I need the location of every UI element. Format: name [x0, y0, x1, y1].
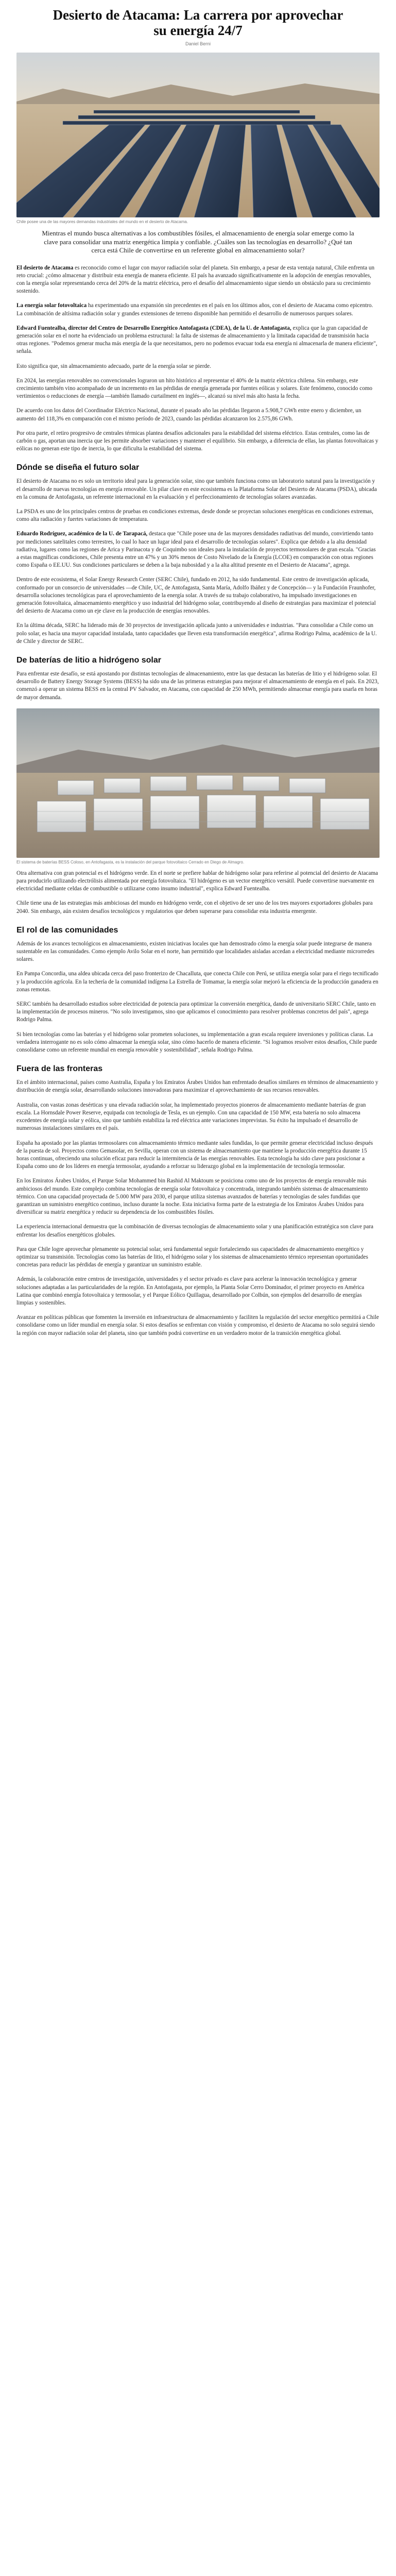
body-group-5 — [16, 940, 380, 1054]
paragraph: La PSDA es uno de los principales centros de pruebas en condiciones extremas, desde donde se proyectan soluciones energéticas en condiciones extremas, como alta radiación y fuertes variaciones de temperatura. — [16, 508, 373, 523]
article-byline: Daniel Berni — [185, 41, 211, 46]
body-group-6 — [16, 1079, 380, 1337]
paragraph: Para que Chile logre aprovechar plenamente su potencial solar, será fundamental seguir fortaleciendo sus capacidades de almacenamiento energético y optimizar su transmisión. Tecnologías como las baterías de litio, el hidrógeno solar y los sistemas de almacenamiento térmico representan oportunidades concretas para reducir las pérdidas de energía y garantizar un suministro estable. — [16, 1246, 368, 1268]
paragraph: Australia, con vastas zonas desérticas y una elevada radiación solar, ha implementado proyectos pioneros de almacenamiento mediante baterías de gran escala. La Hornsdale Power Reserve, equipada con tecnología de Tesla, es un ejemplo. Con una capacidad de 150 MW, esta batería no solo almacena excedentes de energía solar y eólica, sino que también estabiliza la red eléctrica ante variaciones imprevistas. Su éxito ha impulsado el desarrollo de numerosas instalaciones similares en el país. — [16, 1101, 366, 1132]
section-heading: El rol de las comunidades — [16, 925, 118, 935]
section-heading: De baterías de litio a hidrógeno solar — [16, 656, 161, 665]
body-group-2 — [16, 478, 380, 646]
body-group-3 — [16, 670, 380, 702]
paragraph: Además, la colaboración entre centros de investigación, universidades y el sector privado es clave para acelerar la innovación tecnológica y generar soluciones adaptadas a las particularidades de la región. En Antofagasta, por ejemplo, la Planta Solar Cerro Dominador, el primer proyecto en América Latina que combinó energía fotovoltaica y termosolar, y el Parque Eólico Quillagua, desarrollado por Colbún, son ejemplos del desarrollo de energías limpias y sostenibles. — [16, 1276, 365, 1306]
paragraph: Dentro de este ecosistema, el Solar Energy Research Center (SERC Chile), fundado en 2012, ha sido fundamental. Este centro de investigación aplicada, conformado por un consorcio de universidades —de Chile, UC, de Antofagasta, Santa María, Adolfo Ibáñez y de Concepción— y la Fundación Fraunhofer, desarrolla soluciones tecnológicas para el aprovechamiento de la energía solar. A través de su trabajo colaborativo, ha impulsado investigaciones en generación fotovoltaica, almacenamiento energético y uso industrial del hidrógeno solar, contribuyendo al diseño de estrategias para maximizar el potencial del desierto de Atacama como un eje clave en la producción de energías renovables. — [16, 577, 376, 615]
body-group-4 — [16, 870, 380, 916]
body-group-1 — [16, 264, 380, 453]
paragraph: España ha apostado por las plantas termosolares con almacenamiento térmico mediante sales fundidas, lo que permite generar electricidad incluso después de la puesta de sol. Proyectos como Gemasolar, en Sevilla, operan con un sistema de almacenamiento que mantiene la producción energética durante 15 horas continuas, ofreciendo una solución eficaz para reducir la intermitencia de las energías renovables. Esta tecnología ha sido clave para posicionar a España como uno de los líderes en energía termosolar, ayudando a reforzar su liderazgo global en la implementación de tecnología termosolar. — [16, 1140, 373, 1170]
paragraph: Para enfrentar este desafío, se está apostando por distintas tecnologías de almacenamiento, entre las que destacan las baterías de litio y el hidrógeno solar. El desarrollo de Battery Energy Storage Systems (BESS) ha sido una de las primeras estrategias para mejorar el almacenamiento de energía en el país. En 2023, comenzó a operar un sistema BESS en la central PV Salvador, en Atacama, con capacidad de 250 MWh, permitiendo almacenar energía para usarla en horas de mayor demanda. — [16, 671, 379, 701]
paragraph: Avanzar en políticas públicas que fomenten la inversión en infraestructura de almacenamiento y faciliten la regulación del sector energético permitirá a Chile consolidarse como un líder mundial en energía solar. Si estos desafíos se enfrentan con visión y compromiso, el desierto de Atacama no solo seguirá siendo la región con mayor radiación solar del planeta, sino que también podrá convertirse en un verdadero motor de la transición energética global. — [16, 1314, 379, 1336]
paragraph: En 2024, las energías renovables no convencionales lograron un hito histórico al representar el 40% de la matriz eléctrica chilena. Sin embargo, este crecimiento también vino acompañado de un incremento en las pérdidas de energía generada por fuentes eólicas y solares. Este fenómeno, conocido como vertimientos o reducciones de energía —también llamado curtailment en inglés—, alcanzó su nivel más alto hasta la fecha. — [16, 377, 372, 400]
paragraph: En la última década, SERC ha liderado más de 30 proyectos de investigación aplicada junto a universidades e industrias. "Para consolidar a Chile como un polo solar, es hacia una mayor capacidad instalada, tanto capacidades que lleven esta transformación energética", afirma Rodrigo Palma, académico de la U. de Chile y director de SERC. — [16, 622, 377, 645]
paragraph: El desierto de Atacama es reconocido como el lugar con mayor radiación solar del planeta. Sin embargo, a pesar de esta ventaja natural, Chile enfrenta un reto crucial: ¿cómo almacenar y distribuir esta energía de manera eficiente. El país ha avanzado significativamente en la adopción de energías renovables, con la energía solar representando cerca del 20% de la matriz eléctrica, pero el desafío del almacenamiento sigue siendo un obstáculo para su crecimiento sostenido. — [16, 264, 375, 295]
paragraph: Eduardo Rodríguez, académico de la U. de Tarapacá, destaca que "Chile posee una de las mayores densidades radiativas del mundo, convirtiendo tanto por mediciones satelitales como terrestres, lo cual lo hace un lugar ideal para el desarrollo de tecnologías solares". Explica que debido a la alta densidad radiativa, lugares como las regiones de Arica y Parinacota y de Coquimbo son ideales para la instalación de proyectos termosolares de gran escala. "Gracias a estas magníficas condiciones, Chile presenta entre un 47% y un 30% menos de Costo Nivelado de la Energía (LCOE) en comparación con otras regiones como España o EE.UU. Sus condiciones particulares se deben a la baja nubosidad y a la alta altitud presente en el Desierto de Atacama", agrega. — [16, 531, 376, 569]
section-heading: Dónde se diseña el futuro solar — [16, 463, 140, 472]
paragraph: Además de los avances tecnológicos en almacenamiento, existen iniciativas locales que han demostrado cómo la energía solar puede integrarse de manera sustentable en las comunidades. Como ejemplo Avilo Solar en el norte, han permitido que localidades aisladas accedan a electricidad mediante microrredes solares. — [16, 940, 375, 963]
hero-image-caption: Chile posee una de las mayores demandas industriales del mundo en el desierto de Atacama. — [16, 219, 188, 224]
article-lede: Mientras el mundo busca alternativas a los combustibles fósiles, el almacenamiento de energía solar emerge como la clave para consolidar una matriz energética limpia y confiable. ¿Cuáles son las tecnologías en desarrollo? ¿Qué tan cerca está Chile de convertirse en un referente global en almacenamiento solar? — [42, 229, 354, 254]
paragraph: La energía solar fotovoltaica ha experimentado una expansión sin precedentes en el país en los últimos años, con el desierto de Atacama como epicentro. La combinación de altísima radiación solar y grandes extensiones de terreno disponible han permitido el desarrollo de numerosos parques solares. — [16, 302, 373, 317]
paragraph: En Pampa Concordia, una aldea ubicada cerca del paso fronterizo de Chacalluta, que conecta Chile con Perú, se utiliza energía solar para el riego tecnificado y la producción agrícola. En la techería de la comunidad indígena La Estrella de Tomamar, la energía solar mejoró la eficiencia de la producción ganadera en zonas remotas. — [16, 971, 378, 993]
article-headline: Desierto de Atacama: La carrera por aprovechar su energía 24/7 — [53, 7, 343, 38]
paragraph: Otra alternativa con gran potencial es el hidrógeno verde. En el norte se prefiere hablar de hidrógeno solar para referirse al potencial del desierto de Atacama para producirlo utilizando electrólisis alimentada por energía fotovoltaica. "El hidrógeno es un vector energético versátil. Puede convertirse nuevamente en electricidad mediante celdas de combustible o utilizarse como insumo industrial", explica Edward Fuentealba. — [16, 870, 378, 892]
battery-image-caption: El sistema de baterías BESS Coloso, en Antofagasta, es la instalación del parque fotovoltaico Cerrado en Diego de Almagro. — [16, 859, 245, 865]
paragraph: Edward Fuentealba, director del Centro de Desarrollo Energético Antofagasta (CDEA), de la U. de Antofagasta, explica que la gran capacidad de generación solar en el norte ha evidenciado un problema estructural: la falta de sistemas de almacenamiento y la limitada capacidad de transmisión hacia otras regiones. "Podemos generar mucha más energía de la que necesitamos, pero no podemos evacuar toda esa energía ni almacenarla de manera eficiente", señala. — [16, 325, 377, 355]
paragraph: SERC también ha desarrollado estudios sobre electricidad de potencia para optimizar la conversión energética, dando de universitario SERC Chile, tanto en la implementación de procesos mineros. "No solo investigamos, sino que aplicamos el conocimiento para resolver problemas concretos del país", agrega Rodrigo Palma. — [16, 1001, 376, 1023]
paragraph: El desierto de Atacama no es solo un territorio ideal para la generación solar, sino que también funciona como un laboratorio natural para la investigación y el desarrollo de nuevas tecnologías en energía renovable. Un pilar clave en este ecosistema es la Plataforma Solar del Desierto de Atacama (PSDA), ubicada en la comuna de Antofagasta, un referente internacional en la evaluación y el perfeccionamiento de tecnologías solares avanzadas. — [16, 478, 377, 500]
hero-image-solar-panels — [16, 53, 380, 217]
paragraph: De acuerdo con los datos del Coordinador Eléctrico Nacional, durante el pasado año las pérdidas llegaron a 5.908,7 GWh entre enero y diciembre, un aumento del 118,3% en comparación con el mismo período de 2023, cuando las pérdidas alcanzaron los 2.575,86 GWh. — [16, 408, 361, 422]
paragraph: Por otra parte, el retiro progresivo de centrales térmicas plantea desafíos adicionales para la estabilidad del sistema eléctrico. Estas centrales, como las de carbón o gas, aportan una inercia que les permite absorber variaciones y mantener el equilibrio. Sin embargo, a diferencia de ellas, las plantas fotovoltaicas y eólicas no generan este tipo de inercia, lo que dificulta la estabilidad del sistema. — [16, 430, 378, 452]
section-heading: Fuera de las fronteras — [16, 1064, 103, 1074]
paragraph: Esto significa que, sin almacenamiento adecuado, parte de la energía solar se pierde. — [16, 363, 211, 369]
paragraph: La experiencia internacional demuestra que la combinación de diversas tecnologías de almacenamiento solar y una planificación estratégica son clave para enfrentar los desafíos energéticos globales. — [16, 1224, 374, 1238]
paragraph: En los Emiratos Árabes Unidos, el Parque Solar Mohammed bin Rashid Al Maktoum se posiciona como uno de los proyectos de energía renovable más ambiciosos del mundo. Este complejo combina tecnologías de energía solar fotovoltaica y concentrada, integrando también sistemas de almacenamiento térmico. Con una capacidad proyectada de 5.000 MW para 2030, el parque utiliza sistemas avanzados de baterías y tecnologías de sales fundidas que garantizan un suministro energético continuo, incluso durante la noche. Esta iniciativa forma parte de la estrategia de los Emiratos Árabes Unidos para diversificar su matriz energética y reducir su dependencia de los combustibles fósiles. — [16, 1178, 368, 1216]
paragraph: En el ámbito internacional, países como Australia, España y los Emiratos Árabes Unidos han enfrentado desafíos similares en términos de almacenamiento y distribución de energía solar, desarrollando soluciones innovadoras para maximizar el aprovechamiento de sus recursos renovables. — [16, 1079, 378, 1094]
battery-storage-image — [16, 708, 380, 858]
paragraph: Si bien tecnologías como las baterías y el hidrógeno solar prometen soluciones, su implementación a gran escala requiere inversiones y políticas claras. La verdadera interrogante no es solo cómo almacenar la energía solar, sino cómo hacerlo de manera eficiente. "Si logramos resolver estos desafíos, Chile puede consolidarse como un referente mundial en energía renovable y sostenibilidad", señala Rodrigo Palma. — [16, 1031, 377, 1054]
paragraph: Chile tiene una de las estrategias más ambiciosas del mundo en hidrógeno verde, con el objetivo de ser uno de los tres mayores exportadores globales para 2040. Sin embargo, aún existen desafíos tecnológicos y regulatorios que deben superarse para consolidar esta industria emergente. — [16, 900, 373, 914]
